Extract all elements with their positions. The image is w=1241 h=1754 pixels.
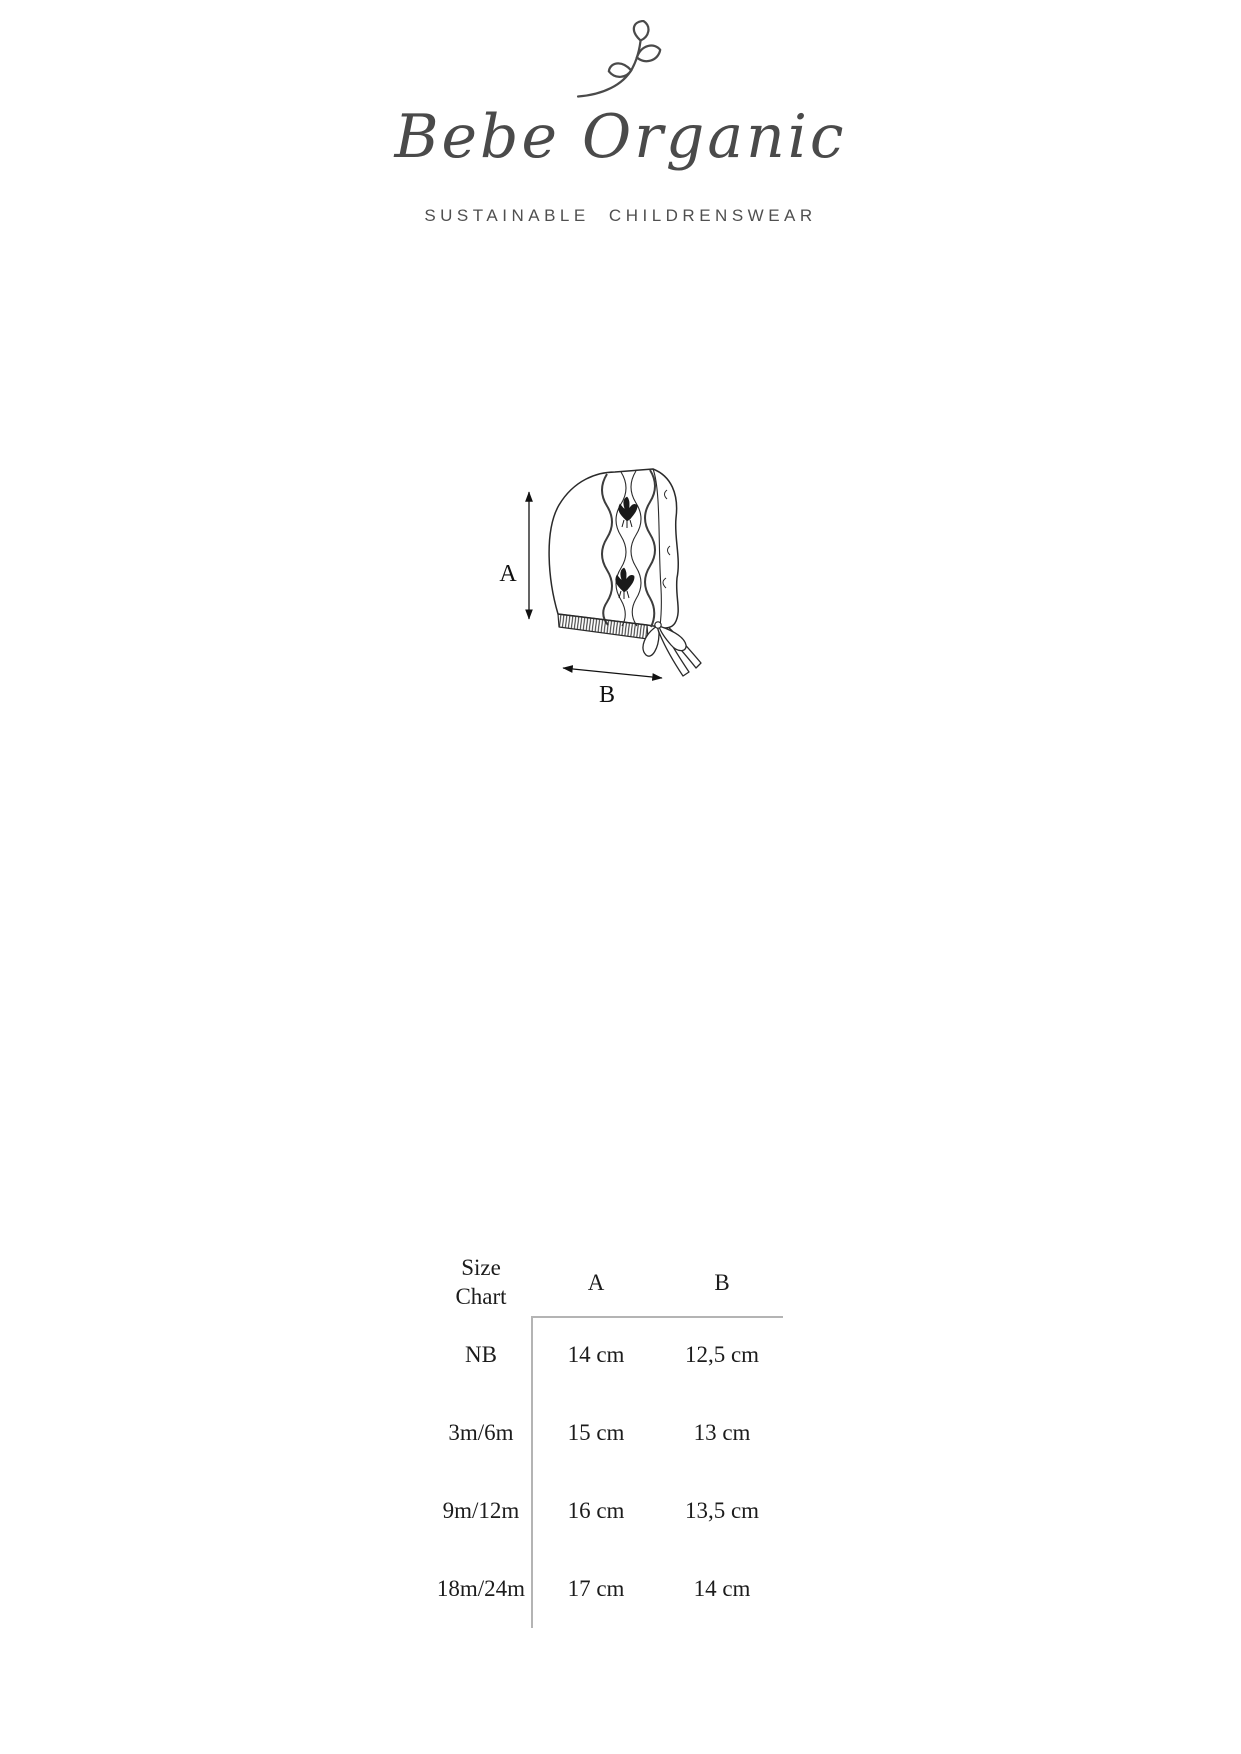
size-label: NB <box>465 1342 497 1367</box>
value-a: 17 cm <box>567 1576 625 1601</box>
value-b: 12,5 cm <box>684 1342 760 1367</box>
branch-leaves-icon <box>573 20 669 104</box>
brand-name: Bebe Organic <box>394 102 847 172</box>
measure-b-arrow <box>563 668 662 678</box>
column-header-b: B <box>714 1270 730 1295</box>
table-row <box>431 1550 783 1628</box>
measure-a-label: A <box>499 561 517 587</box>
value-b: 13,5 cm <box>684 1498 760 1523</box>
table-row <box>431 1472 783 1550</box>
size-chart-table <box>431 1250 783 1634</box>
value-a: 14 cm <box>567 1342 625 1367</box>
table-title-cell <box>431 1254 531 1312</box>
table-row <box>431 1394 783 1472</box>
table-body <box>431 1316 783 1628</box>
value-a: 15 cm <box>567 1420 625 1445</box>
value-b: 13 cm <box>693 1420 751 1445</box>
size-label: 3m/6m <box>448 1420 514 1445</box>
table-title: Size Chart <box>455 1255 507 1309</box>
value-b: 14 cm <box>693 1576 751 1601</box>
value-a: 16 cm <box>567 1498 625 1523</box>
table-header-row <box>431 1250 783 1316</box>
column-header-a: A <box>587 1270 605 1295</box>
brand-tagline: SUSTAINABLE CHILDRENSWEAR <box>424 206 817 225</box>
table-row <box>431 1316 783 1394</box>
bonnet-drawing <box>549 469 701 676</box>
bonnet-measurement-diagram <box>495 428 755 708</box>
size-label: 9m/12m <box>442 1498 520 1523</box>
measure-b-label: B <box>598 682 616 708</box>
size-label: 18m/24m <box>436 1576 526 1601</box>
